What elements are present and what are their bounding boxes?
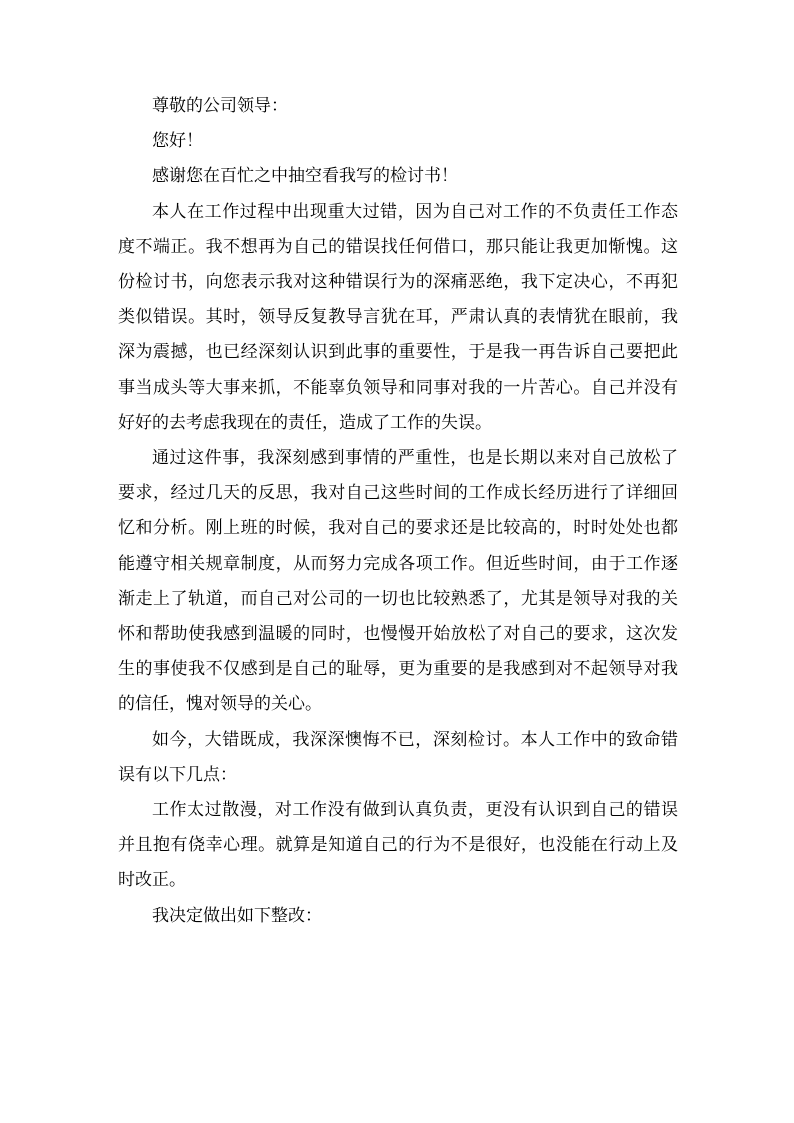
paragraph-reflection: 通过这件事，我深刻感到事情的严重性，也是长期以来对自己放松了要求，经过几天的反思，我对自己这些时间的工作成长经历进行了详细回忆和分析。刚上班的时候，我对自己的要求还是比较高的，时时处处也都能遵守相关规章制度，从而努力完成各项工作。但近些时间，由于工作逐渐走上了轨道，而自己对公司的一切也比较熟悉了，尤其是领导对我的关怀和帮助使我感到温暖的同时，也慢慢开始放松了对自己的要求，这次发生的事使我不仅感到是自己的耻辱，更为重要的是我感到对不起领导对我的信任，愧对领导的关心。 xyxy=(118,448,678,715)
paragraph-fault-admission: 本人在工作过程中出现重大过错，因为自己对工作的不负责任工作态度不端正。我不想再为自己的错误找任何借口，那只能让我更加惭愧。这份检讨书，向您表示我对这种错误行为的深痛恶绝，我下定决心，不再犯类似错误。其时，领导反复教导言犹在耳，严肃认真的表情犹在眼前，我深为震撼，也已经深刻认识到此事的重要性，于是我一再告诉自己要把此事当成头等大事来抓，不能辜负领导和同事对我的一片苦心。自己并没有好好的去考虑我现在的责任，造成了工作的失误。 xyxy=(118,201,678,433)
thanks-line: 感谢您在百忙之中抽空看我写的检讨书！ xyxy=(152,166,458,187)
greeting: 您好！ xyxy=(152,131,203,152)
paragraph-corrections-intro: 我决定做出如下整改： xyxy=(152,905,322,926)
salutation: 尊敬的公司领导： xyxy=(152,96,288,116)
paragraph-mistake-detail: 工作太过散漫，对工作没有做到认真负责，更没有认识到自己的错误并且抱有侥幸心理。就算是知道自己的行为不是很好，也没能在行动上及时改正。 xyxy=(118,800,678,891)
letter-body xyxy=(118,89,678,934)
paragraph-mistakes-intro: 如今，大错既成，我深深懊悔不已，深刻检讨。本人工作中的致命错误有以下几点： xyxy=(118,729,678,785)
